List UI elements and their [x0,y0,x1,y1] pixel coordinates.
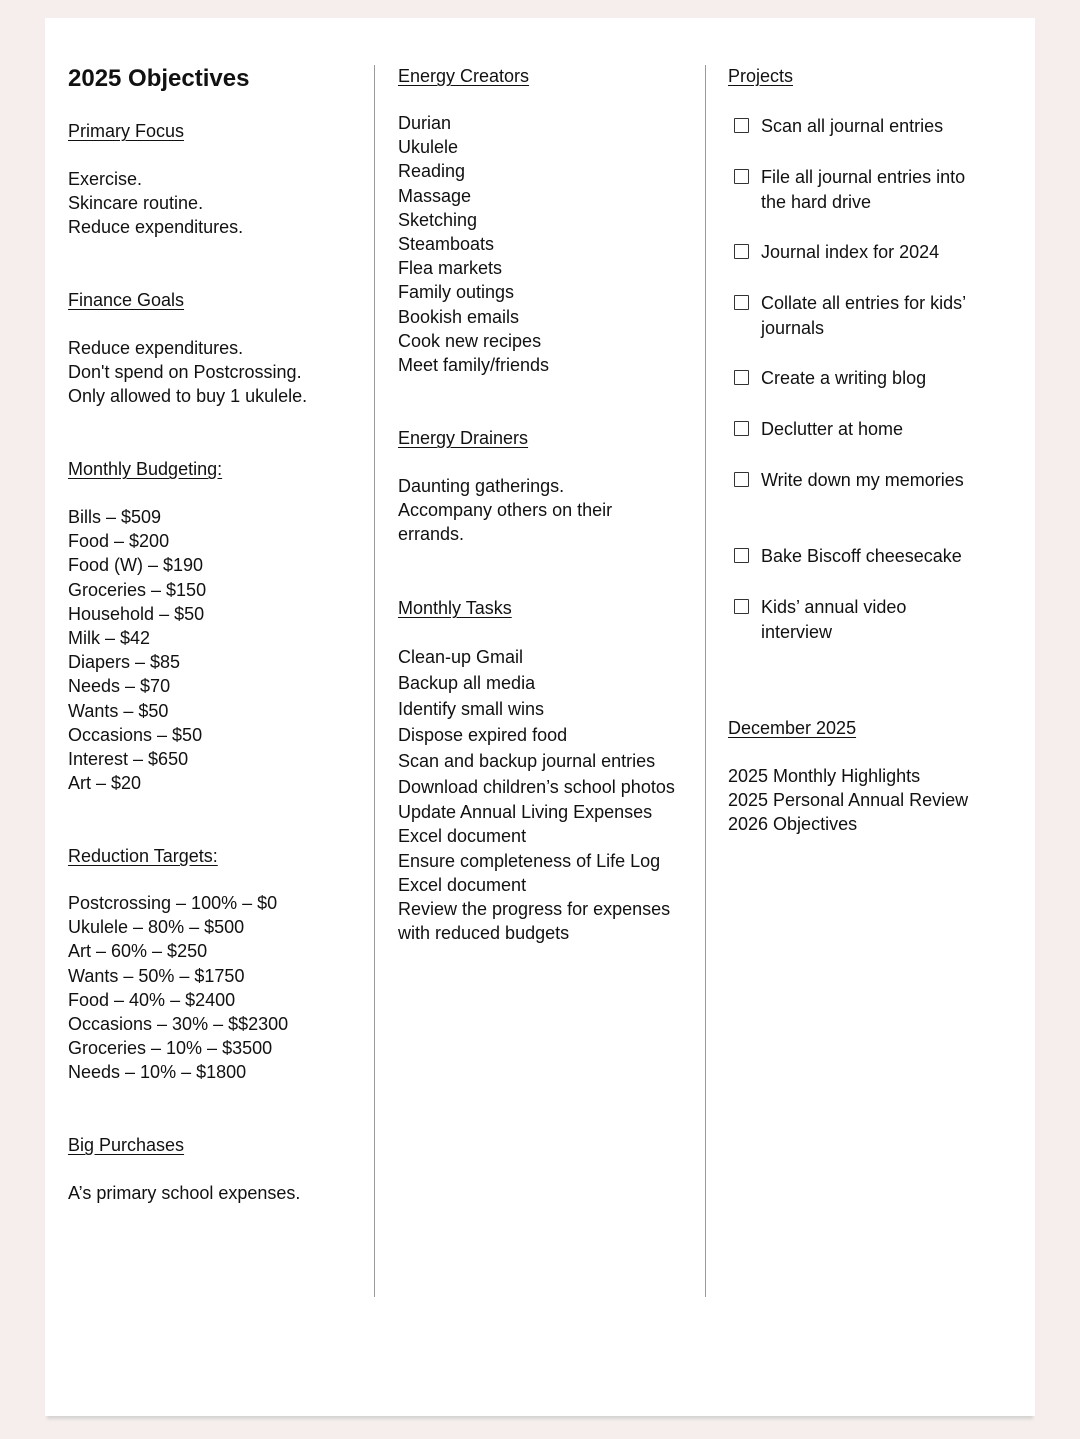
list-item: Household – $50 [68,603,205,624]
december-list [728,764,968,837]
list-item: Steamboats [398,234,495,255]
project-item [761,366,1001,391]
list-item: Massage [398,185,472,206]
list-item: Sketching [398,209,478,230]
list-item: Wants – $50 [68,700,169,721]
list-item: Ukulele – 80% – $500 [68,917,245,938]
december-heading: December 2025 [728,718,857,738]
list-item: A’s primary school expenses. [68,1183,301,1203]
checkbox[interactable] [734,370,749,385]
document-page [45,18,1035,1416]
project-item [761,468,1001,493]
project-label: Write down my memories [761,470,964,490]
energy-drainers-heading: Energy Drainers [398,428,529,448]
list-item: Don't spend on Postcrossing. [68,362,302,383]
list-item: Identify small wins [398,699,545,719]
list-item: Download children’s school photos [398,777,675,797]
monthly-tasks-heading: Monthly Tasks [398,598,512,618]
big-purchases-list [68,1181,300,1205]
list-item: Flea markets [398,258,503,279]
list-item: Durian [398,113,452,133]
list-item: Diapers – $85 [68,652,181,673]
projects-heading: Projects [728,66,794,86]
list-item: Only allowed to buy 1 ukulele. [68,386,308,407]
project-item [761,417,1001,442]
checkbox[interactable] [734,548,749,563]
project-label: Declutter at home [761,419,904,439]
list-item: 2025 Monthly Highlights [728,766,921,786]
list-item: Food (W) – $190 [68,555,204,576]
project-label: Journal index for 2024 [761,242,940,262]
checkbox[interactable] [734,118,749,133]
big-purchases-heading: Big Purchases [68,1135,185,1155]
list-item: Groceries – 10% – $3500 [68,1038,273,1059]
list-item: Cook new recipes [398,330,542,351]
list-item: Review the progress for expenses with reduced budgets [398,899,671,944]
column-divider [374,65,375,1297]
list-item: Reading [398,161,466,182]
list-item: Reduce expenditures. [68,217,244,238]
project-label: Collate all entries for kids’ journals [761,293,966,338]
list-item: Occasions – 30% – $$2300 [68,1014,289,1035]
checkbox[interactable] [734,295,749,310]
list-item: 2025 Personal Annual Review [728,790,969,811]
checkbox[interactable] [734,472,749,487]
project-label: File all journal entries into the hard drive [761,167,966,212]
primary-focus-heading: Primary Focus [68,121,185,141]
list-item: Dispose expired food [398,725,568,745]
list-item: Ukulele [398,137,459,158]
list-item: Accompany others on their errands. [398,500,613,545]
list-item: Food – $200 [68,531,170,552]
list-item: 2026 Objectives [728,814,858,835]
list-item: Meet family/friends [398,355,550,376]
list-item: Ensure completeness of Life Log Excel document [398,850,661,895]
finance-goals-list [68,336,307,409]
checkbox[interactable] [734,169,749,184]
list-item: Wants – 50% – $1750 [68,965,245,986]
list-item: Skincare routine. [68,193,204,214]
list-item: Reduce expenditures. [68,338,244,358]
project-label: Kids’ annual video interview [761,597,907,642]
page-title: 2025 Objectives [68,65,250,92]
reduction-targets-list [68,891,288,1085]
project-item [761,544,1001,569]
list-item: Occasions – $50 [68,724,203,745]
list-item: Backup all media [398,673,536,693]
list-item: Needs – 10% – $1800 [68,1062,247,1083]
energy-creators-list [398,111,549,377]
list-item: Food – 40% – $2400 [68,989,236,1010]
project-label: Scan all journal entries [761,116,944,136]
list-item: Interest – $650 [68,749,189,770]
list-item: Milk – $42 [68,628,151,649]
monthly-budgeting-list [68,505,206,795]
primary-focus-list [68,167,243,240]
list-item: Family outings [398,282,515,303]
list-item: Postcrossing – 100% – $0 [68,893,278,913]
monthly-budgeting-heading: Monthly Budgeting: [68,459,223,479]
energy-drainers-list [398,474,633,547]
list-item: Daunting gatherings. [398,476,565,496]
checkbox[interactable] [734,244,749,259]
project-label: Bake Biscoff cheesecake [761,546,962,566]
list-item: Art – $20 [68,773,142,794]
list-item: Bills – $509 [68,507,162,527]
project-item [761,595,941,644]
list-item: Update Annual Living Expenses Excel document [398,802,653,847]
finance-goals-heading: Finance Goals [68,290,185,310]
project-item [761,240,1001,265]
list-item: Art – 60% – $250 [68,941,208,962]
checkbox[interactable] [734,599,749,614]
project-label: Create a writing blog [761,368,927,388]
column-divider [705,65,706,1297]
project-item [761,114,1001,139]
project-item [761,165,981,214]
checkbox[interactable] [734,421,749,436]
list-item: Groceries – $150 [68,579,207,600]
list-item: Scan and backup journal entries [398,751,656,771]
project-item [761,291,981,340]
list-item: Needs – $70 [68,676,171,697]
reduction-targets-heading: Reduction Targets: [68,846,218,866]
list-item: Clean-up Gmail [398,647,524,667]
energy-creators-heading: Energy Creators [398,66,530,86]
monthly-tasks-list [398,644,688,946]
list-item: Exercise. [68,169,143,189]
list-item: Bookish emails [398,306,520,327]
